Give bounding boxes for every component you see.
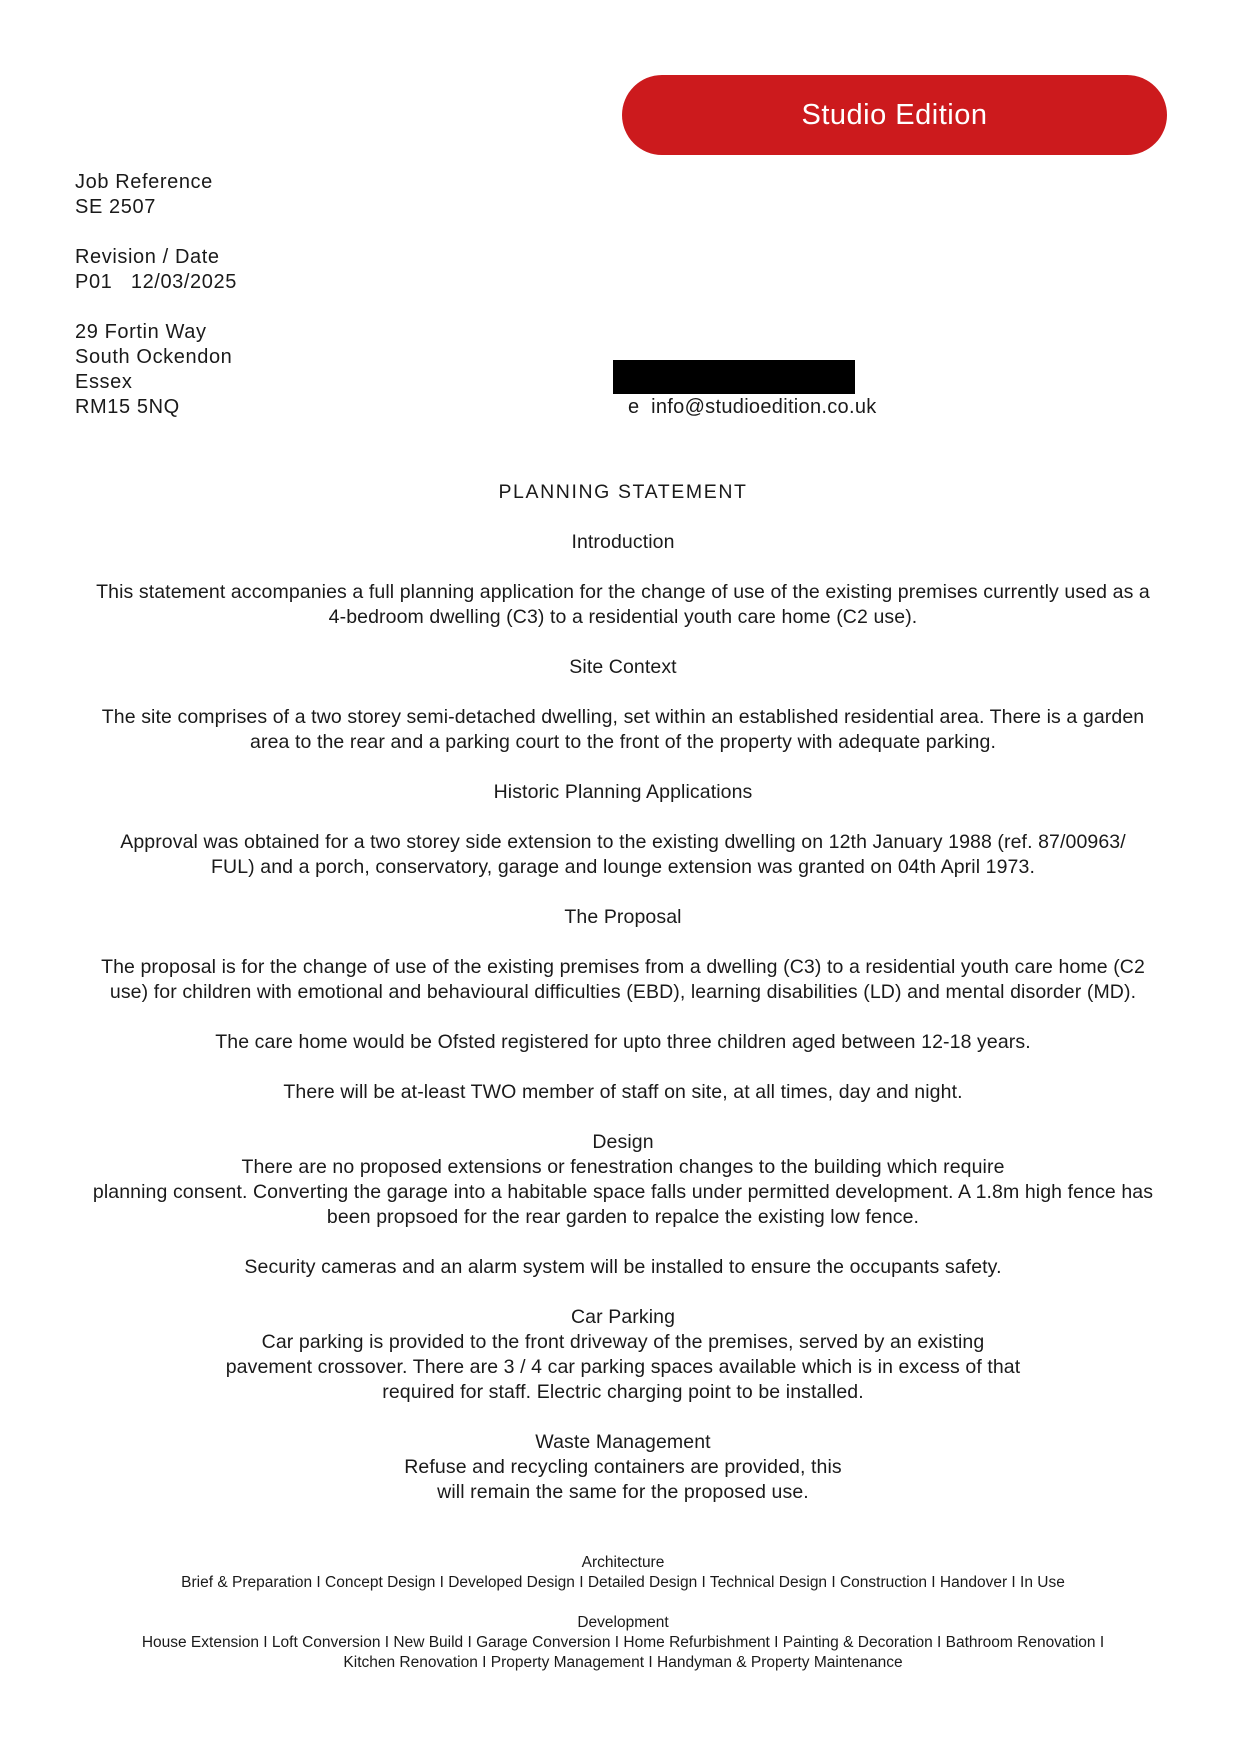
architecture-services <box>60 1553 1186 1593</box>
address-line: South Ockendon <box>75 346 233 368</box>
paragraph-line: There are no proposed extensions or fenestration changes to the building which require <box>241 1156 1005 1178</box>
development-list-line: Kitchen Renovation I Property Management I Handyman & Property Maintenance <box>343 1654 903 1671</box>
development-list-line: House Extension I Loft Conversion I New Build I Garage Conversion I Home Refurbishment I Painting & Decoration I Bathroom Renovation I <box>141 1634 1105 1651</box>
site-context-paragraph <box>60 705 1186 755</box>
design-section <box>60 1130 1186 1230</box>
redaction-bar <box>613 360 855 394</box>
section-heading-history: Historic Planning Applications <box>493 781 753 803</box>
section-heading-introduction: Introduction <box>571 531 675 553</box>
paragraph-line: FUL) and a porch, conservatory, garage and lounge extension was granted on 04th April 1973. <box>211 856 1035 878</box>
site-address <box>75 320 237 420</box>
brand-banner <box>622 75 1167 155</box>
project-details <box>75 170 237 445</box>
security-paragraph: Security cameras and an alarm system will be installed to ensure the occupants safety. <box>244 1256 1002 1278</box>
document-title: PLANNING STATEMENT <box>498 481 748 503</box>
job-reference-label: Job Reference <box>75 171 213 193</box>
paragraph-line: The proposal is for the change of use of the existing premises from a dwelling (C3) to a residential youth care home (C2 <box>101 956 1145 978</box>
paragraph-line: Car parking is provided to the front driveway of the premises, served by an existing <box>261 1331 985 1353</box>
paragraph-line: Approval was obtained for a two storey side extension to the existing dwelling on 12th January 1988 (ref. 87/00963/ <box>120 831 1126 853</box>
section-heading-waste: Waste Management <box>535 1431 711 1453</box>
section-heading-design: Design <box>592 1131 654 1153</box>
revision-block <box>75 245 237 295</box>
paragraph-line: The site comprises of a two storey semi-detached dwelling, set within an established residential area. There is a garden <box>101 706 1145 728</box>
introduction-paragraph <box>60 580 1186 630</box>
revision-label: Revision / Date <box>75 246 220 268</box>
contact-email: e info@studioedition.co.uk <box>628 396 877 418</box>
address-line: Essex <box>75 371 133 393</box>
section-heading-site-context: Site Context <box>569 656 677 678</box>
paragraph-line: This statement accompanies a full planning application for the change of use of the existing premises currently used as a <box>96 581 1150 603</box>
parking-section <box>60 1305 1186 1405</box>
section-heading-proposal: The Proposal <box>564 906 682 928</box>
architecture-stages: Brief & Preparation I Concept Design I Developed Design I Detailed Design I Technical Design I Construction I Handover I In Use <box>181 1574 1065 1591</box>
paragraph-line: area to the rear and a parking court to the front of the property with adequate parking. <box>250 731 996 753</box>
job-reference-value: SE 2507 <box>75 196 156 218</box>
waste-section <box>60 1430 1186 1505</box>
development-heading: Development <box>577 1614 669 1631</box>
development-services <box>60 1613 1186 1673</box>
services-footer <box>60 1553 1186 1693</box>
proposal-paragraph <box>60 955 1186 1005</box>
paragraph-line: Refuse and recycling containers are provided, this <box>404 1456 842 1478</box>
ofsted-paragraph: The care home would be Ofsted registered for upto three children aged between 12-18 years. <box>215 1031 1031 1053</box>
address-line: 29 Fortin Way <box>75 321 207 343</box>
staff-paragraph: There will be at-least TWO member of staff on site, at all times, day and night. <box>283 1081 963 1103</box>
paragraph-line: pavement crossover. There are 3 / 4 car parking spaces available which is in excess of that <box>225 1356 1021 1378</box>
paragraph-line: 4-bedroom dwelling (C3) to a residential youth care home (C2 use). <box>328 606 918 628</box>
history-paragraph <box>60 830 1186 880</box>
paragraph-line: use) for children with emotional and behavioural difficulties (EBD), learning disabilities (LD) and mental disorder (MD). <box>109 981 1137 1003</box>
brand-name: Studio Edition <box>801 98 988 131</box>
planning-statement <box>60 480 1186 1530</box>
job-reference-block <box>75 170 237 220</box>
revision-value: P01 12/03/2025 <box>75 271 237 293</box>
address-line: RM15 5NQ <box>75 396 180 418</box>
paragraph-line: been propsoed for the rear garden to repalce the existing low fence. <box>326 1206 920 1228</box>
paragraph-line: required for staff. Electric charging point to be installed. <box>382 1381 864 1403</box>
section-heading-parking: Car Parking <box>570 1306 676 1328</box>
paragraph-line: will remain the same for the proposed use. <box>437 1481 809 1503</box>
paragraph-line: planning consent. Converting the garage into a habitable space falls under permitted development. A 1.8m high fence has <box>92 1181 1154 1203</box>
architecture-heading: Architecture <box>581 1554 665 1571</box>
